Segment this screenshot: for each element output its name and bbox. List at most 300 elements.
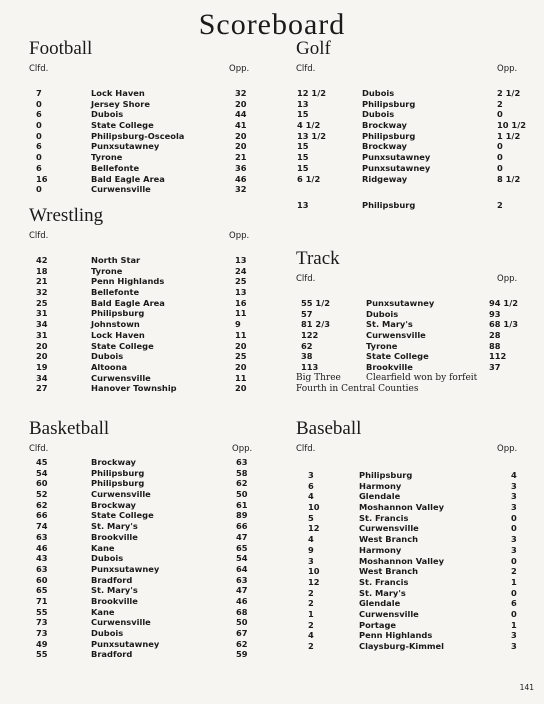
- result-row: [29, 617, 254, 628]
- result-row: [296, 200, 521, 211]
- clfd-score: 74: [36, 521, 48, 532]
- result-row: [296, 630, 521, 641]
- result-row: [29, 152, 254, 163]
- golf-header: [296, 64, 521, 76]
- clfd-score: 13: [297, 200, 309, 211]
- track-results: [296, 298, 521, 373]
- golf-results: [296, 88, 527, 184]
- clfd-score: 73: [36, 628, 48, 638]
- opp-score: 2: [511, 566, 517, 577]
- clfd-score: 2: [308, 619, 314, 630]
- opponent-name: Brockway: [91, 457, 136, 467]
- result-row: [29, 575, 254, 586]
- result-row: [296, 141, 521, 152]
- page-number: 141: [519, 683, 534, 692]
- result-row: [296, 99, 521, 110]
- opp-score: 11: [235, 372, 247, 383]
- opp-score: 28: [489, 330, 501, 341]
- baseball-section: [296, 418, 521, 652]
- opp-score: 13: [235, 287, 247, 298]
- opponent-name: Kane: [91, 606, 115, 617]
- result-row: [296, 588, 521, 599]
- opponent-name: Punxsutawney: [362, 152, 431, 163]
- clfd-score: 21: [36, 276, 48, 287]
- clfd-score: 2: [308, 641, 314, 651]
- clfd-score: 7: [36, 88, 42, 98]
- opp-score: 13: [235, 255, 247, 265]
- clfd-score: 16: [36, 173, 48, 184]
- clfd-score: 38: [301, 351, 313, 362]
- clfd-score: 20: [36, 340, 48, 351]
- opp-score: 3: [511, 630, 517, 641]
- clfd-score: 12: [308, 523, 320, 534]
- opp-label: Opp.: [497, 444, 518, 454]
- clfd-score: 6: [36, 141, 42, 152]
- clfd-score: 62: [301, 340, 313, 351]
- opponent-name: Curwensville: [91, 489, 151, 500]
- opponent-name: Bald Eagle Area: [91, 297, 165, 308]
- result-row: [29, 351, 254, 362]
- result-row: [296, 163, 521, 174]
- opp-score: 25: [235, 276, 247, 287]
- opp-score: 41: [235, 120, 247, 131]
- opponent-name: Philipsburg: [362, 98, 416, 109]
- opp-score: 46: [235, 173, 247, 184]
- opp-score: 68: [236, 606, 248, 617]
- opp-score: 50: [236, 617, 248, 628]
- opp-score: 24: [235, 265, 247, 276]
- opp-score: 0: [511, 587, 517, 598]
- opponent-name: St. Mary's: [366, 319, 413, 330]
- football-results: [29, 88, 254, 195]
- clfd-score: 113: [301, 362, 319, 373]
- result-row: [29, 596, 254, 607]
- result-row: [29, 478, 254, 489]
- clfd-score: 57: [301, 308, 313, 319]
- opponent-name: Harmony: [359, 480, 402, 491]
- opp-score: 37: [489, 362, 501, 373]
- result-row: [29, 649, 254, 660]
- result-row: [296, 609, 521, 620]
- clfd-score: 31: [36, 308, 48, 319]
- opponent-name: Philipsburg: [91, 467, 145, 478]
- clfd-score: 34: [36, 372, 48, 383]
- opponent-name: West Branch: [359, 566, 419, 577]
- clfd-score: 10: [308, 502, 320, 513]
- football-title: Football: [29, 38, 93, 59]
- opp-score: 3: [511, 534, 517, 545]
- result-row: [29, 141, 254, 152]
- opponent-name: St. Francis: [359, 512, 409, 523]
- result-row: [296, 502, 521, 513]
- clfd-score: 0: [36, 130, 42, 141]
- opp-score: 11: [235, 329, 247, 340]
- result-row: [296, 598, 521, 609]
- result-row: [29, 255, 254, 266]
- opp-score: 0: [511, 512, 517, 523]
- football-section: [29, 38, 254, 195]
- clfd-label: Clfd.: [29, 444, 49, 454]
- opponent-name: Lock Haven: [91, 329, 145, 340]
- result-row: [29, 383, 254, 394]
- opp-score: 61: [236, 499, 248, 510]
- result-row: [296, 545, 521, 556]
- result-row: [29, 362, 254, 373]
- result-row: [296, 523, 521, 534]
- clfd-score: 15: [297, 162, 309, 173]
- opponent-name: Bellefonte: [91, 287, 140, 298]
- result-row: [29, 457, 254, 468]
- opponent-name: Punxsutawney: [366, 298, 435, 308]
- opp-score: 63: [236, 457, 248, 467]
- opponent-name: Tyrone: [366, 340, 398, 351]
- opponent-name: Punxsutawney: [362, 162, 431, 173]
- opp-score: 6: [511, 598, 517, 609]
- opponent-name: Glendale: [359, 598, 401, 609]
- result-row: [29, 553, 254, 564]
- wrestling-section: [29, 205, 254, 394]
- golf-title: Golf: [296, 38, 331, 59]
- opponent-name: Harmony: [359, 544, 402, 555]
- opponent-name: Bellefonte: [91, 162, 140, 173]
- clfd-label: Clfd.: [29, 231, 49, 241]
- opp-label: Opp.: [229, 231, 250, 241]
- opp-score: 44: [235, 109, 247, 120]
- clfd-score: 3: [308, 470, 314, 480]
- clfd-score: 63: [36, 531, 48, 542]
- result-row: [296, 109, 521, 120]
- clfd-score: 60: [36, 574, 48, 585]
- result-row: [296, 481, 521, 492]
- opp-score: 8 1/2: [497, 173, 521, 184]
- clfd-score: 19: [36, 361, 48, 372]
- opp-score: 2 1/2: [497, 88, 521, 98]
- clfd-score: 1: [308, 608, 314, 619]
- opp-score: 0: [497, 141, 503, 152]
- opponent-name: Lock Haven: [91, 88, 145, 98]
- clfd-label: Clfd.: [296, 274, 316, 284]
- result-row: [296, 534, 521, 545]
- opp-score: 54: [236, 553, 248, 564]
- opponent-name: Altoona: [91, 361, 128, 372]
- clfd-score: 12 1/2: [297, 88, 327, 98]
- opponent-name: Brookville: [91, 595, 138, 606]
- track-note: Fourth in Central Counties: [296, 383, 419, 394]
- opponent-name: Brockway: [91, 499, 136, 510]
- opponent-name: Tyrone: [91, 152, 123, 163]
- opp-score: 3: [511, 502, 517, 513]
- opp-score: 0: [511, 555, 517, 566]
- opp-score: 94 1/2: [489, 298, 519, 308]
- opponent-name: Jersey Shore: [91, 98, 150, 109]
- clfd-score: 43: [36, 553, 48, 564]
- clfd-score: 4: [308, 534, 314, 545]
- opp-score: 20: [235, 141, 247, 152]
- clfd-score: 60: [36, 478, 48, 489]
- opp-score: 88: [489, 340, 501, 351]
- clfd-score: 46: [36, 542, 48, 553]
- opponent-name: Tyrone: [91, 265, 123, 276]
- opp-score: 20: [235, 383, 247, 394]
- clfd-score: 18: [36, 265, 48, 276]
- opp-score: 2: [497, 98, 503, 109]
- result-row: [296, 120, 527, 131]
- result-row: [29, 266, 254, 277]
- forfeit-event: Big Three: [296, 372, 341, 383]
- result-row: [296, 88, 521, 99]
- opponent-name: Curwensville: [359, 608, 419, 619]
- clfd-score: 15: [297, 152, 309, 163]
- opp-score: 25: [235, 351, 247, 362]
- clfd-score: 2: [308, 598, 314, 609]
- result-row: [296, 641, 521, 652]
- opponent-name: Moshannon Valley: [359, 555, 444, 566]
- result-row: [29, 500, 254, 511]
- opponent-name: Philipsburg-Osceola: [91, 130, 185, 141]
- opp-score: 93: [489, 308, 501, 319]
- opponent-name: Curwensville: [91, 184, 151, 195]
- opponent-name: Moshannon Valley: [359, 502, 444, 513]
- opp-score: 2: [497, 200, 503, 211]
- opp-score: 58: [236, 467, 248, 478]
- result-row: [29, 585, 254, 596]
- opp-score: 66: [236, 521, 248, 532]
- clfd-score: 73: [36, 617, 48, 628]
- clfd-score: 52: [36, 489, 48, 500]
- basketball-section: [29, 418, 254, 660]
- result-row: [29, 341, 254, 352]
- clfd-score: 9: [308, 544, 314, 555]
- clfd-score: 3: [308, 555, 314, 566]
- clfd-score: 2: [308, 587, 314, 598]
- clfd-score: 0: [36, 98, 42, 109]
- opp-score: 50: [236, 489, 248, 500]
- clfd-score: 15: [297, 141, 309, 152]
- result-row: [29, 510, 254, 521]
- clfd-score: 12: [308, 576, 320, 587]
- baseball-results: [296, 470, 521, 652]
- opponent-name: Penn Highlands: [91, 276, 165, 287]
- result-row: [29, 564, 254, 575]
- clfd-score: 66: [36, 510, 48, 521]
- opponent-name: Dubois: [91, 628, 124, 638]
- result-row: [29, 607, 254, 618]
- opp-score: 11: [235, 308, 247, 319]
- opponent-name: Ridgeway: [362, 173, 408, 184]
- clfd-score: 0: [36, 120, 42, 131]
- result-row: [29, 628, 254, 639]
- clfd-score: 45: [36, 457, 48, 467]
- opponent-name: Dubois: [91, 553, 124, 564]
- opponent-name: Dubois: [91, 109, 124, 120]
- opp-score: 20: [235, 361, 247, 372]
- clfd-score: 62: [36, 499, 48, 510]
- opponent-name: Bradford: [91, 649, 133, 660]
- opponent-name: Dubois: [91, 351, 124, 362]
- clfd-score: 55 1/2: [301, 298, 331, 308]
- opp-score: 16: [235, 297, 247, 308]
- opponent-name: Claysburg-Kimmel: [359, 641, 444, 651]
- opp-score: 36: [235, 162, 247, 173]
- result-row: [296, 152, 521, 163]
- opponent-name: Dubois: [366, 308, 399, 319]
- result-row: [29, 639, 254, 650]
- opponent-name: Bradford: [91, 574, 133, 585]
- clfd-score: 5: [308, 512, 314, 523]
- opponent-name: Penn Highlands: [359, 630, 433, 641]
- result-row: [296, 566, 521, 577]
- clfd-score: 0: [36, 152, 42, 163]
- opp-score: 32: [235, 88, 247, 98]
- opponent-name: Punxsutawney: [91, 141, 160, 152]
- clfd-score: 55: [36, 649, 48, 660]
- clfd-score: 10: [308, 566, 320, 577]
- result-row: [296, 513, 521, 524]
- result-row: [29, 532, 254, 543]
- opp-score: 20: [235, 340, 247, 351]
- opponent-name: Brookville: [91, 531, 138, 542]
- opponent-name: Bald Eagle Area: [91, 173, 165, 184]
- clfd-score: 49: [36, 638, 48, 649]
- track-title: Track: [296, 248, 340, 269]
- clfd-score: 54: [36, 467, 48, 478]
- opponent-name: Hanover Township: [91, 383, 177, 394]
- opponent-name: State College: [91, 510, 154, 521]
- clfd-score: 20: [36, 351, 48, 362]
- clfd-score: 6: [308, 480, 314, 491]
- opponent-name: Punxsutawney: [91, 563, 160, 574]
- result-row: [296, 131, 521, 142]
- clfd-score: 15: [297, 109, 309, 120]
- opponent-name: Philipsburg: [362, 200, 416, 211]
- opp-score: 63: [236, 574, 248, 585]
- result-row: [296, 620, 521, 631]
- result-row: [29, 468, 254, 479]
- opp-score: 46: [236, 595, 248, 606]
- opponent-name: Brockway: [362, 120, 407, 131]
- opponent-name: Brockway: [362, 141, 407, 152]
- opp-score: 20: [235, 98, 247, 109]
- football-header: [29, 64, 254, 76]
- opp-score: 32: [235, 184, 247, 195]
- opp-score: 0: [497, 162, 503, 173]
- result-row: [29, 287, 254, 298]
- result-row: [29, 543, 254, 554]
- opponent-name: Glendale: [359, 491, 401, 502]
- result-row: [296, 470, 521, 481]
- opp-score: 1 1/2: [497, 130, 521, 141]
- opp-score: 3: [511, 544, 517, 555]
- result-row: [29, 298, 254, 309]
- clfd-score: 63: [36, 563, 48, 574]
- clfd-label: Clfd.: [296, 64, 316, 74]
- opp-score: 20: [235, 130, 247, 141]
- result-row: [29, 308, 254, 319]
- result-row: [29, 120, 254, 131]
- opponent-name: Kane: [91, 542, 115, 553]
- result-row: [29, 109, 254, 120]
- result-row: [29, 131, 254, 142]
- opponent-name: Curwensville: [366, 330, 426, 341]
- opponent-name: Dubois: [362, 109, 395, 120]
- opp-score: 4: [511, 470, 517, 480]
- opponent-name: Brookville: [366, 362, 413, 373]
- result-row: [296, 298, 521, 309]
- opp-score: 47: [236, 531, 248, 542]
- opponent-name: Curwensville: [359, 523, 419, 534]
- clfd-score: 55: [36, 606, 48, 617]
- track-forfeit-line: [296, 373, 521, 384]
- opp-score: 62: [236, 478, 248, 489]
- opp-score: 0: [497, 109, 503, 120]
- wrestling-title: Wrestling: [29, 205, 104, 226]
- clfd-score: 27: [36, 383, 48, 394]
- basketball-results: [29, 457, 254, 660]
- opp-score: 62: [236, 638, 248, 649]
- opp-score: 68 1/3: [489, 319, 519, 330]
- clfd-score: 81 2/3: [301, 319, 331, 330]
- opp-score: 0: [497, 152, 503, 163]
- baseball-header: [296, 444, 521, 456]
- opp-label: Opp.: [497, 274, 518, 284]
- opp-score: 0: [511, 608, 517, 619]
- clfd-score: 31: [36, 329, 48, 340]
- opponent-name: West Branch: [359, 534, 419, 545]
- opp-score: 67: [236, 628, 248, 638]
- clfd-score: 71: [36, 595, 48, 606]
- opp-score: 59: [236, 649, 248, 660]
- clfd-score: 6 1/2: [297, 173, 321, 184]
- opp-score: 65: [236, 542, 248, 553]
- wrestling-results: [29, 255, 254, 394]
- opponent-name: Philipsburg: [359, 470, 413, 480]
- result-row: [296, 330, 521, 341]
- result-row: [29, 174, 254, 185]
- result-row: [296, 174, 521, 185]
- opponent-name: State College: [366, 351, 429, 362]
- opp-score: 21: [235, 152, 247, 163]
- result-row: [296, 362, 521, 373]
- clfd-score: 65: [36, 585, 48, 596]
- opponent-name: St. Francis: [359, 576, 409, 587]
- result-row: [29, 88, 254, 99]
- result-row: [296, 556, 521, 567]
- forfeit-result: Clearfield won by forfeit: [366, 372, 478, 383]
- result-row: [29, 163, 254, 174]
- opp-score: 3: [511, 641, 517, 651]
- opponent-name: Johnstown: [91, 319, 140, 330]
- opponent-name: Philipsburg: [91, 308, 145, 319]
- opponent-name: State College: [91, 120, 154, 131]
- opponent-name: St. Mary's: [91, 585, 138, 596]
- clfd-score: 42: [36, 255, 48, 265]
- result-row: [29, 373, 254, 384]
- result-row: [29, 330, 254, 341]
- opp-score: 47: [236, 585, 248, 596]
- baseball-title: Baseball: [296, 418, 362, 439]
- clfd-score: 25: [36, 297, 48, 308]
- opp-score: 3: [511, 491, 517, 502]
- opp-score: 89: [236, 510, 248, 521]
- clfd-score: 13: [297, 98, 309, 109]
- clfd-score: 4: [308, 630, 314, 641]
- page-title: Scoreboard: [198, 8, 346, 41]
- result-row: [296, 309, 521, 320]
- wrestling-header: [29, 231, 254, 243]
- basketball-title: Basketball: [29, 418, 110, 439]
- track-header: [296, 274, 521, 286]
- opp-score: 10 1/2: [497, 120, 527, 131]
